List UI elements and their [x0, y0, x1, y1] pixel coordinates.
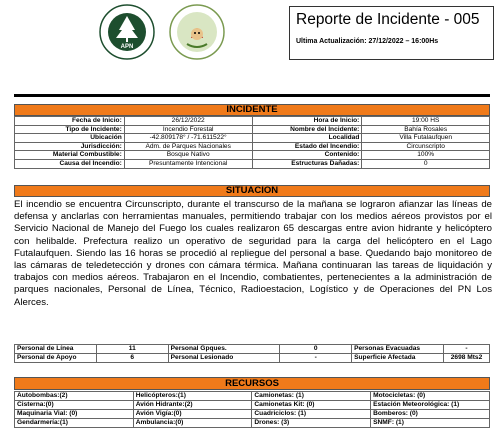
field-label: Material Combustible:	[15, 151, 125, 160]
field-value: Presuntamente Intencional	[124, 159, 252, 168]
incidente-row	[15, 151, 490, 160]
recurso-item: Cuadriciclos: (1)	[252, 410, 371, 419]
recursos-row	[15, 410, 490, 419]
recurso-item: Drones: (3)	[252, 419, 371, 428]
personal-value: 11	[96, 345, 168, 354]
personal-value: 2698 Mts2	[444, 354, 490, 363]
field-label: Fecha de Inicio:	[15, 117, 125, 126]
field-label: Nombre del Incidente:	[252, 125, 362, 134]
personal-value: -	[444, 345, 490, 354]
recurso-item: Bomberos: (0)	[371, 410, 490, 419]
recurso-item: Helicópteros:(1)	[133, 392, 252, 401]
recurso-item: Camionetas Kit: (0)	[252, 401, 371, 410]
incidente-header: INCIDENTE	[14, 104, 490, 116]
report-header	[0, 0, 500, 84]
incidente-row	[15, 117, 490, 126]
recurso-item: Estación Meteorológica: (1)	[371, 401, 490, 410]
apn-logo	[99, 4, 155, 60]
recurso-item: Avión Hidrante:(2)	[133, 401, 252, 410]
field-value: Incendio Forestal	[124, 125, 252, 134]
recurso-item: SNMF: (1)	[371, 419, 490, 428]
personal-table	[14, 344, 490, 363]
recurso-item: Maquinaria Vial: (0)	[15, 410, 134, 419]
last-update: Ultima Actualización: 27/12/2022 – 16:00Hs	[296, 38, 439, 45]
header-divider	[14, 94, 490, 97]
incidente-row	[15, 142, 490, 151]
field-value: Bosque Nativo	[124, 151, 252, 160]
field-label: Tipo de Incidente:	[15, 125, 125, 134]
field-value: Bahía Rosales	[362, 125, 490, 134]
field-value: 19:00 HS	[362, 117, 490, 126]
incidente-table	[14, 116, 490, 169]
personal-row	[15, 354, 490, 363]
field-value: 0	[362, 159, 490, 168]
svg-text:APN: APN	[120, 44, 134, 50]
field-value: 26/12/2022	[124, 117, 252, 126]
field-label: Jurisdicción:	[15, 142, 125, 151]
field-label: Hora de Inicio:	[252, 117, 362, 126]
situacion-text: El incendio se encuentra Circunscripto, durante el transcurso de la mañana se lograron afianzar las líneas de defensa y anclarlas con herramientas manuales, permitiendo trabajar con los medios aéreos provistos por el Servicio Nacional de Manejo del Fuego los cuales realizaron 65 descargas entre avion hidrante y helicóptero con helibalde. Prefectura realizo un operativo de seguridad para la carga del helicóptero en el Lago Futalaufquen. Siendo las 16 horas se procedió al repliegue del personal a base. Quedando bajo monitoreo de las cámaras de teledetección y drones con cámara térmica. Mañana continuaran las tareas de liquidación y trabajos con medios aéreos. Trabajaron en el Incendio, combatientes, pertenecientes a la administración de parques nacionales, Personal de Línea, Técnico, Radioestacion, Logístico y de Operaciones del PN Los Alerces.	[14, 199, 492, 308]
recurso-item: Cisterna:(0)	[15, 401, 134, 410]
personal-value: -	[280, 354, 352, 363]
recursos-row	[15, 401, 490, 410]
personal-label: Personas Evacuadas	[352, 345, 444, 354]
recurso-item: Gendarmería:(1)	[15, 419, 134, 428]
personal-label: Personal de Línea	[15, 345, 97, 354]
incidente-row	[15, 134, 490, 143]
personal-label: Personal Lesionado	[168, 354, 280, 363]
field-value: Circunscripto	[362, 142, 490, 151]
field-label: Causa del Incendio:	[15, 159, 125, 168]
field-value: 100%	[362, 151, 490, 160]
field-value: Adm. de Parques Nacionales	[124, 142, 252, 151]
situacion-header: SITUACION	[14, 185, 490, 197]
personal-value: 0	[280, 345, 352, 354]
field-value: -42.809178° / -71.611522°	[124, 134, 252, 143]
report-title-box	[289, 6, 494, 60]
field-label: Estado del Incendio:	[252, 142, 362, 151]
field-label: Ubicación	[15, 134, 125, 143]
recurso-item: Motocicletas: (0)	[371, 392, 490, 401]
incidente-row	[15, 125, 490, 134]
field-value: Villa Futalaufquen	[362, 134, 490, 143]
incidente-row	[15, 159, 490, 168]
brigada-logo	[169, 4, 225, 60]
personal-label: Superficie Afectada	[352, 354, 444, 363]
recurso-item: Avión Vigía:(0)	[133, 410, 252, 419]
field-label: Estructuras Dañadas:	[252, 159, 362, 168]
recursos-row	[15, 392, 490, 401]
personal-value: 6	[96, 354, 168, 363]
field-label: Contenido:	[252, 151, 362, 160]
personal-label: Personal de Apoyo	[15, 354, 97, 363]
field-label: Localidad	[252, 134, 362, 143]
personal-label: Personal Gpques.	[168, 345, 280, 354]
recursos-header: RECURSOS	[14, 377, 490, 390]
recurso-item: Autobombas:(2)	[15, 392, 134, 401]
recurso-item: Camionetas: (1)	[252, 392, 371, 401]
report-title: Reporte de Incidente - 005	[296, 11, 480, 28]
recurso-item: Ambulancia:(0)	[133, 419, 252, 428]
recursos-table	[14, 391, 490, 428]
recursos-row	[15, 419, 490, 428]
personal-row	[15, 345, 490, 354]
